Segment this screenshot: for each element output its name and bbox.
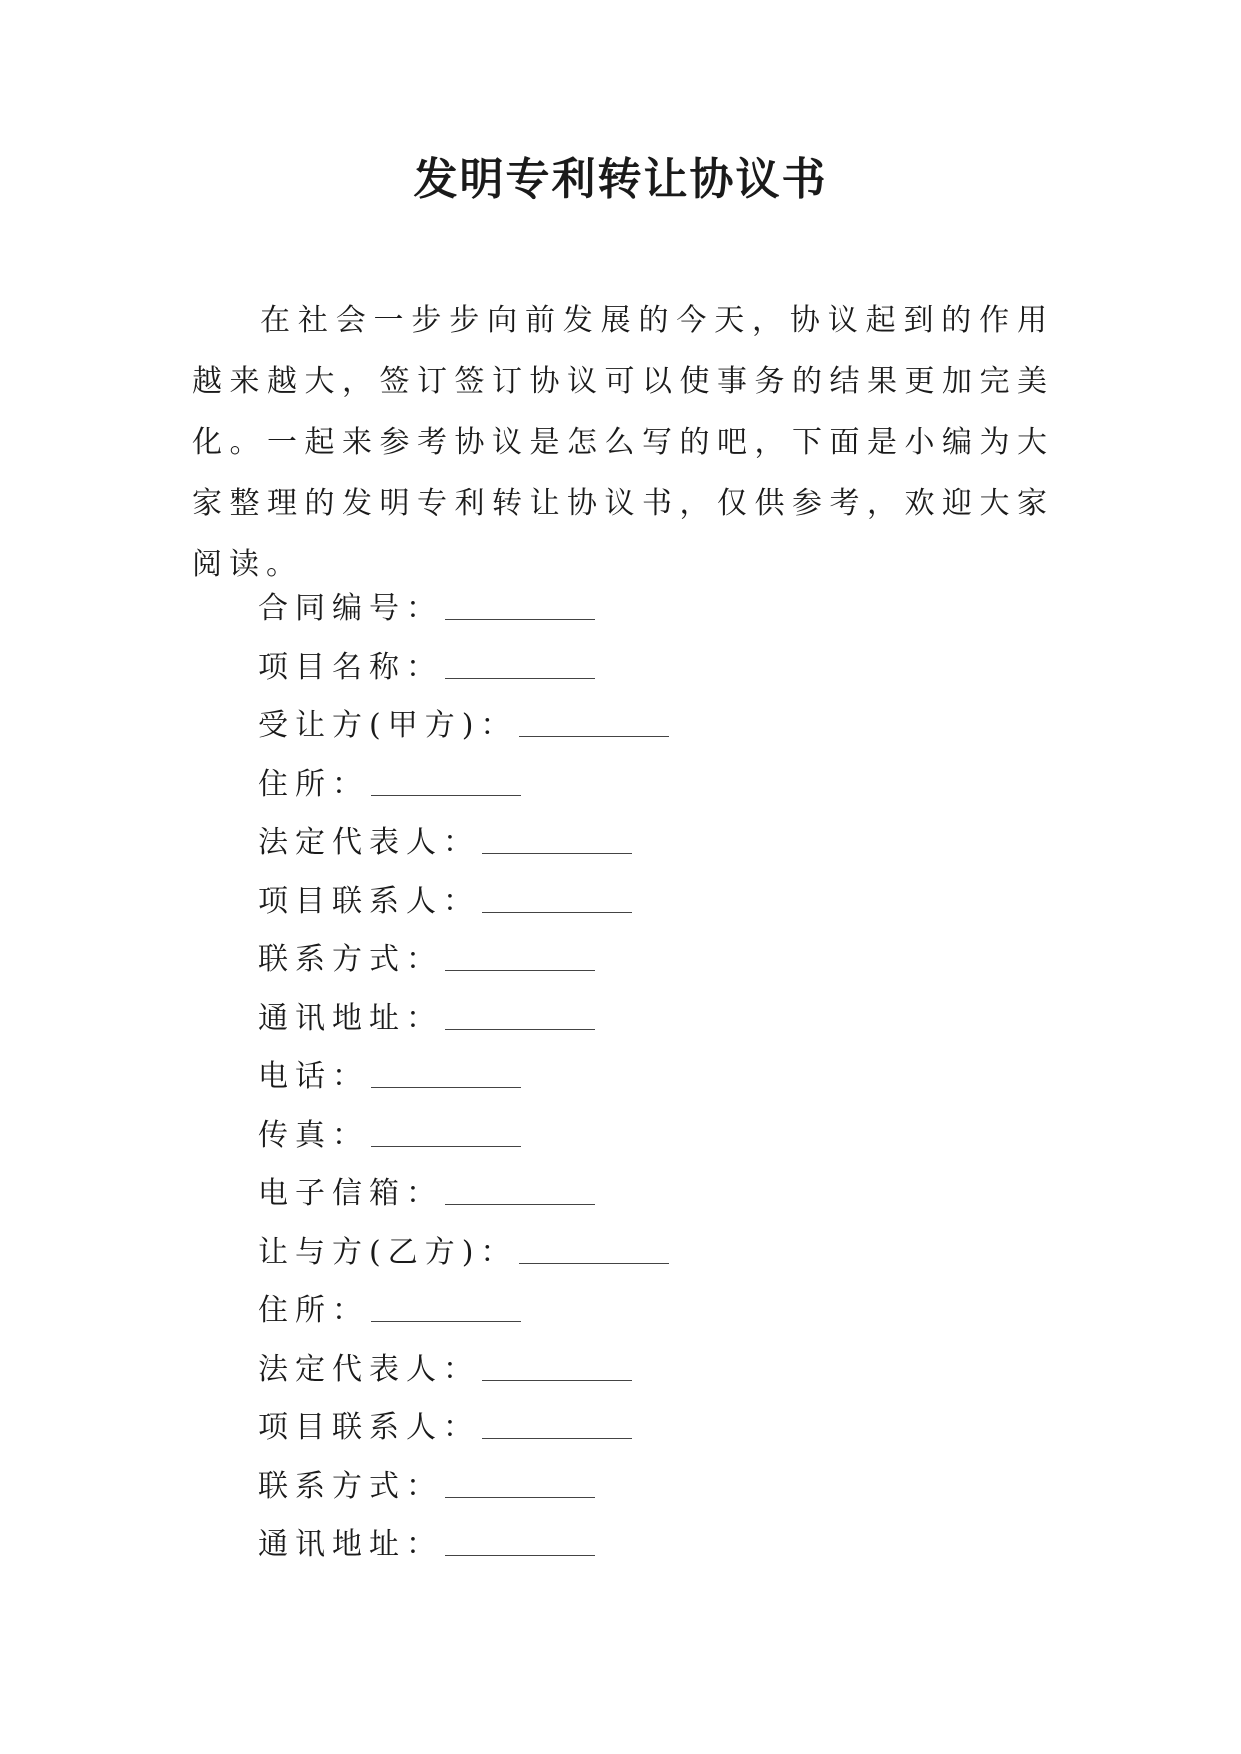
party-info-fields bbox=[258, 580, 1058, 1575]
fill-in-blank bbox=[371, 1065, 521, 1088]
field-label: 通讯地址： bbox=[258, 1000, 443, 1036]
field-transferee-address bbox=[258, 756, 1058, 815]
field-label: 让与方(乙方)： bbox=[258, 1234, 518, 1270]
fill-in-blank bbox=[482, 831, 632, 854]
field-transferor-legal-rep bbox=[258, 1341, 1058, 1400]
fill-in-blank bbox=[371, 773, 521, 796]
field-label: 项目联系人： bbox=[258, 1410, 480, 1445]
fill-in-blank bbox=[445, 597, 595, 620]
field-label: 项目联系人： bbox=[258, 883, 480, 919]
field-label: 电子信箱： bbox=[258, 1176, 443, 1211]
field-transferee bbox=[258, 697, 1058, 756]
field-label: 法定代表人： bbox=[258, 1351, 480, 1387]
fill-in-blank bbox=[445, 948, 595, 971]
field-label: 住所： bbox=[258, 1293, 369, 1328]
field-transferor-contact bbox=[258, 1399, 1058, 1458]
field-label: 联系方式： bbox=[258, 1468, 443, 1504]
field-label: 住所： bbox=[258, 766, 369, 802]
fill-in-blank bbox=[371, 1299, 521, 1322]
fill-in-blank bbox=[445, 1007, 595, 1030]
field-transferee-legal-rep bbox=[258, 814, 1058, 873]
field-transferee-email bbox=[258, 1165, 1058, 1224]
field-label: 传真： bbox=[258, 1117, 369, 1153]
field-transferee-contact bbox=[258, 873, 1058, 932]
fill-in-blank bbox=[482, 1358, 632, 1381]
field-label: 合同编号： bbox=[258, 591, 443, 626]
fill-in-blank bbox=[445, 1533, 595, 1556]
field-transferee-phone bbox=[258, 1048, 1058, 1107]
fill-in-blank bbox=[519, 714, 669, 737]
field-transferee-fax bbox=[258, 1107, 1058, 1166]
fill-in-blank bbox=[519, 1241, 669, 1264]
fill-in-blank bbox=[371, 1124, 521, 1147]
field-contract-number bbox=[258, 580, 1058, 639]
fill-in-blank bbox=[482, 890, 632, 913]
field-project-name bbox=[258, 639, 1058, 698]
field-label: 通讯地址： bbox=[258, 1527, 443, 1562]
field-transferor-mailing-address bbox=[258, 1516, 1058, 1575]
field-label: 电话： bbox=[258, 1059, 369, 1094]
fill-in-blank bbox=[445, 1475, 595, 1498]
field-label: 项目名称： bbox=[258, 649, 443, 685]
field-label: 受让方(甲方)： bbox=[258, 708, 518, 743]
field-label: 法定代表人： bbox=[258, 825, 480, 860]
field-label: 联系方式： bbox=[258, 942, 443, 977]
field-transferee-contact-method bbox=[258, 931, 1058, 990]
document-title: 发明专利转让协议书 bbox=[413, 154, 828, 205]
fill-in-blank bbox=[482, 1416, 632, 1439]
field-transferor-address bbox=[258, 1282, 1058, 1341]
field-transferee-mailing-address bbox=[258, 990, 1058, 1049]
fill-in-blank bbox=[445, 656, 595, 679]
intro-paragraph: 在社会一步步向前发展的今天，协议起到的作用越来越大，签订签订协议可以使事务的结果更加完美化。一起来参考协议是怎么写的吧，下面是小编为大家整理的发明专利转让协议书，仅供参考，欢迎大家阅读。 bbox=[192, 303, 1054, 582]
fill-in-blank bbox=[445, 1182, 595, 1205]
field-transferor bbox=[258, 1224, 1058, 1283]
field-transferor-contact-method bbox=[258, 1458, 1058, 1517]
